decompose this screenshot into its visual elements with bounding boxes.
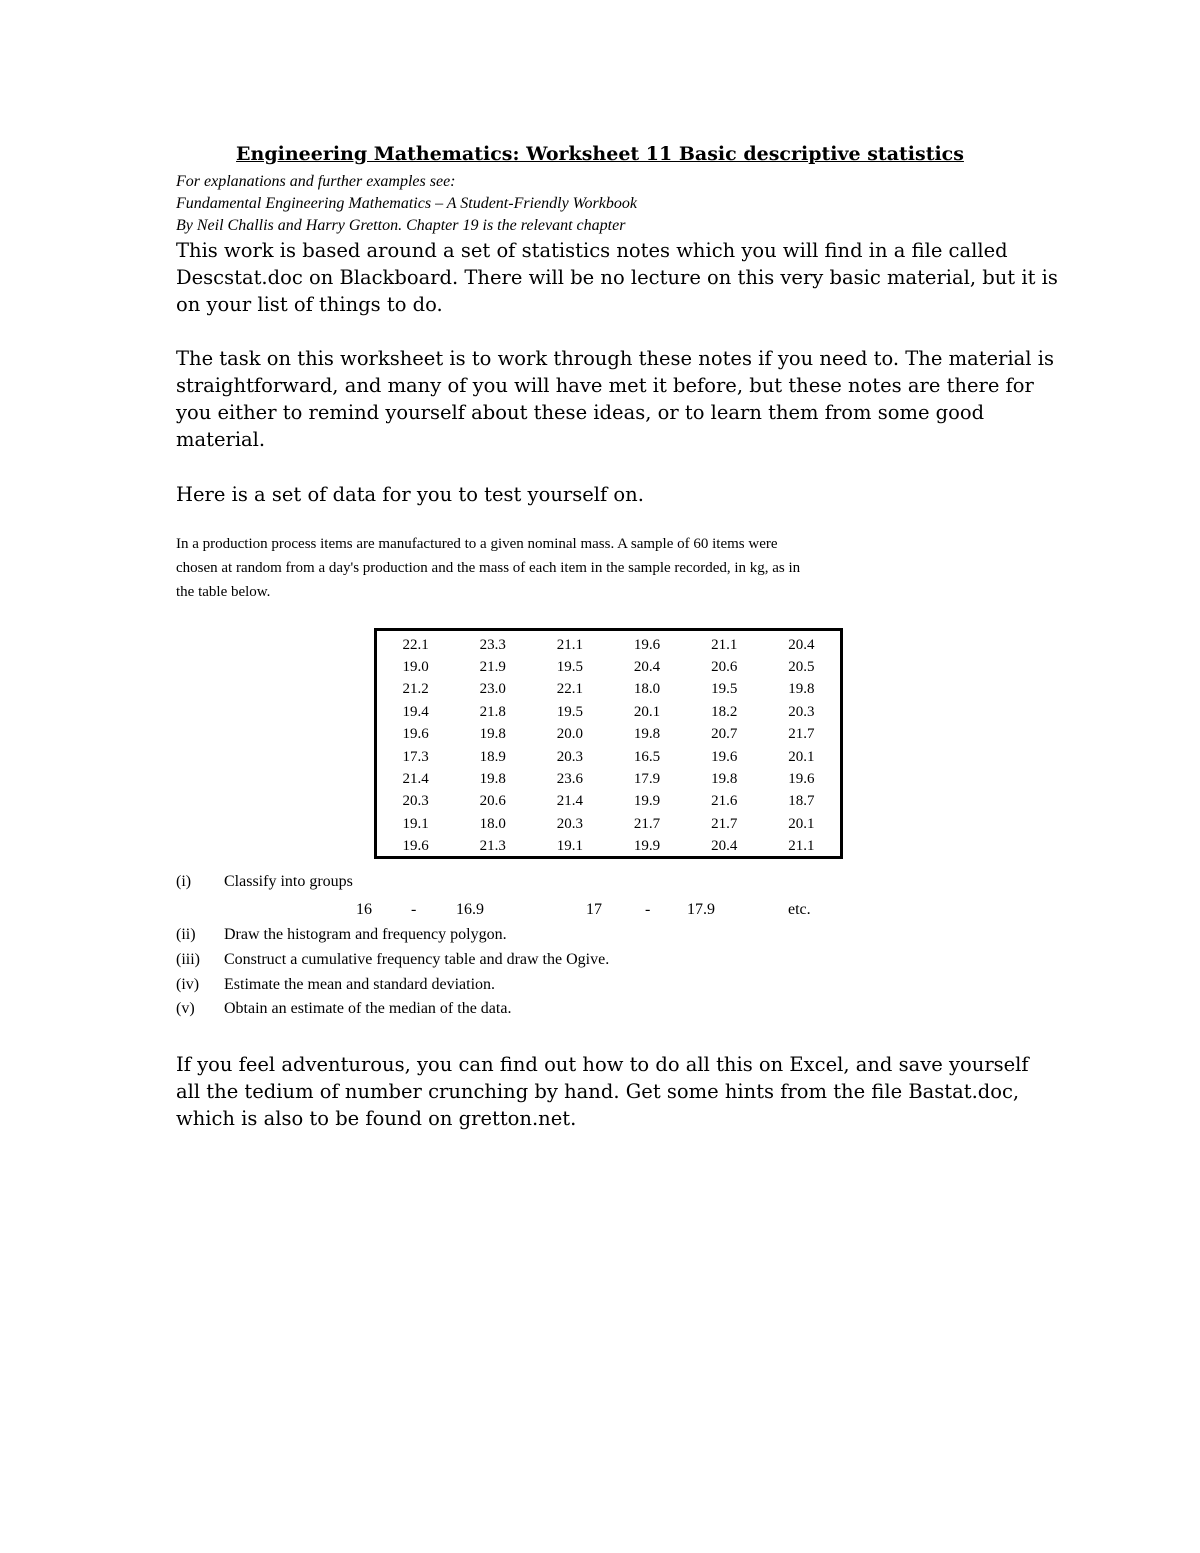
paragraph-line: Here is a set of data for you to test yourself on. — [176, 483, 644, 506]
paragraph-data-intro — [176, 481, 1036, 508]
table-cell: 21.1 — [556, 636, 584, 653]
table-cell: 18.0 — [479, 815, 506, 832]
problem-line: In a production process items are manufactured to a given nominal mass. A sample of 60 items were — [176, 536, 778, 552]
problem-line: the table below. — [176, 584, 271, 600]
table-cell: 20.3 — [556, 748, 584, 765]
reference-block — [176, 171, 637, 237]
table-cell: 18.0 — [633, 681, 661, 698]
group-1-end: 16.9 — [456, 901, 484, 918]
paragraph-line: all the tedium of number crunching by hand. Get some hints from the file Bastat.doc, — [176, 1080, 1020, 1103]
paragraph-line: you either to remind yourself about these ideas, or to learn them from some good — [176, 401, 985, 424]
task-number: (iii) — [176, 951, 200, 968]
table-cell: 18.2 — [711, 703, 738, 720]
table-cell: 21.1 — [788, 838, 815, 855]
table-cell: 21.7 — [633, 815, 661, 832]
task-text: Draw the histogram and frequency polygon. — [224, 926, 507, 943]
table-cell: 21.7 — [788, 726, 815, 743]
table-cell: 21.8 — [479, 703, 506, 720]
task-text: Construct a cumulative frequency table and draw the Ogive. — [224, 951, 610, 968]
task-text: Obtain an estimate of the median of the data. — [224, 1000, 512, 1017]
table-cell: 20.4 — [633, 659, 661, 676]
table-cell: 19.6 — [633, 636, 661, 653]
table-cell: 23.6 — [556, 771, 584, 788]
task-number: (v) — [176, 1000, 195, 1017]
table-cell: 18.9 — [479, 748, 506, 765]
table-row — [377, 791, 840, 813]
table-cell: 20.4 — [788, 636, 815, 653]
table-cell: 19.6 — [788, 771, 815, 788]
paragraph-line: Descstat.doc on Blackboard. There will be no lecture on this very basic material, but it is — [176, 266, 1058, 289]
table-cell: 21.3 — [479, 838, 506, 855]
table-cell: 19.8 — [479, 726, 506, 743]
table-row — [377, 724, 840, 746]
reference-line: By Neil Challis and Harry Gretton. Chapter 19 is the relevant chapter — [176, 217, 626, 234]
table-cell: 21.4 — [402, 771, 429, 788]
paragraph-line: The task on this worksheet is to work through these notes if you need to. The material is — [176, 347, 1054, 370]
task-number: (iv) — [176, 976, 200, 993]
table-cell: 23.0 — [479, 681, 506, 698]
table-cell: 17.3 — [402, 748, 429, 765]
table-cell: 19.1 — [556, 838, 584, 855]
table-cell: 20.1 — [788, 815, 815, 832]
task-text: Classify into groups — [224, 873, 353, 890]
paragraph-task — [176, 345, 1054, 453]
table-cell: 19.8 — [633, 726, 661, 743]
paragraph-line: on your list of things to do. — [176, 293, 443, 316]
group-etc: etc. — [788, 901, 811, 918]
table-cell: 19.6 — [402, 838, 429, 855]
table-row — [377, 836, 840, 858]
table-cell: 19.1 — [402, 815, 429, 832]
table-cell: 19.6 — [402, 726, 429, 743]
group-1-dash: - — [411, 901, 417, 918]
table-cell: 22.1 — [556, 681, 584, 698]
reference-line: For explanations and further examples see: — [176, 173, 456, 190]
table-cell: 20.3 — [402, 793, 429, 810]
paragraph-line: material. — [176, 428, 266, 451]
table-cell: 20.3 — [556, 815, 584, 832]
table-cell: 20.4 — [711, 838, 738, 855]
mass-data-grid — [377, 634, 840, 858]
table-row — [377, 634, 840, 656]
group-ranges — [176, 901, 876, 925]
table-cell: 20.1 — [633, 703, 661, 720]
reference-line: Fundamental Engineering Mathematics – A Student-Friendly Workbook — [176, 195, 637, 212]
paragraph-line: straightforward, and many of you will have met it before, but these notes are there for — [176, 374, 1034, 397]
worksheet-title: Engineering Mathematics: Worksheet 11 Basic descriptive statistics — [236, 143, 964, 165]
table-cell: 19.5 — [711, 681, 738, 698]
table-cell: 21.4 — [556, 793, 584, 810]
table-cell: 20.6 — [479, 793, 506, 810]
table-cell: 19.4 — [402, 703, 429, 720]
problem-line: chosen at random from a day's production and the mass of each item in the sample recorded, in kg, as in — [176, 560, 801, 576]
group-1-start: 16 — [356, 901, 372, 918]
table-cell: 19.0 — [402, 659, 429, 676]
table-cell: 21.7 — [711, 815, 738, 832]
table-row — [377, 813, 840, 835]
table-cell: 22.1 — [402, 636, 429, 653]
table-cell: 19.8 — [711, 771, 738, 788]
paragraph-line: If you feel adventurous, you can find out how to do all this on Excel, and save yourself — [176, 1053, 1029, 1076]
table-cell: 19.9 — [633, 838, 661, 855]
group-2-dash: - — [645, 901, 651, 918]
table-row — [377, 679, 840, 701]
table-cell: 21.6 — [711, 793, 738, 810]
group-2-start: 17 — [586, 901, 602, 918]
table-cell: 21.9 — [479, 659, 506, 676]
table-cell: 19.5 — [556, 659, 584, 676]
table-cell: 16.5 — [633, 748, 661, 765]
task-number: (ii) — [176, 926, 196, 943]
task-number: (i) — [176, 873, 192, 890]
group-2-end: 17.9 — [687, 901, 715, 918]
table-cell: 19.6 — [711, 748, 738, 765]
table-cell: 19.9 — [633, 793, 661, 810]
table-row — [377, 701, 840, 723]
paragraph-line: This work is based around a set of statistics notes which you will find in a file called — [176, 239, 1008, 262]
table-cell: 23.3 — [479, 636, 506, 653]
paragraph-excel — [176, 1051, 1036, 1132]
table-cell: 18.7 — [788, 793, 815, 810]
table-cell: 19.8 — [788, 681, 815, 698]
table-cell: 21.1 — [711, 636, 738, 653]
table-cell: 20.5 — [788, 659, 815, 676]
table-row — [377, 656, 840, 678]
table-cell: 19.8 — [479, 771, 506, 788]
table-cell: 20.0 — [556, 726, 584, 743]
task-text: Estimate the mean and standard deviation. — [224, 976, 496, 993]
paragraph-line: which is also to be found on gretton.net. — [176, 1107, 577, 1130]
paragraph-intro — [176, 237, 1058, 318]
table-cell: 20.6 — [711, 659, 738, 676]
table-cell: 21.2 — [402, 681, 429, 698]
table-cell: 17.9 — [633, 771, 661, 788]
problem-statement — [176, 532, 1036, 604]
table-cell: 20.7 — [711, 726, 738, 743]
mass-data-table — [374, 628, 843, 859]
table-cell: 19.5 — [556, 703, 584, 720]
table-cell: 20.3 — [788, 703, 815, 720]
table-row — [377, 746, 840, 768]
table-row — [377, 768, 840, 790]
table-cell: 20.1 — [788, 748, 815, 765]
